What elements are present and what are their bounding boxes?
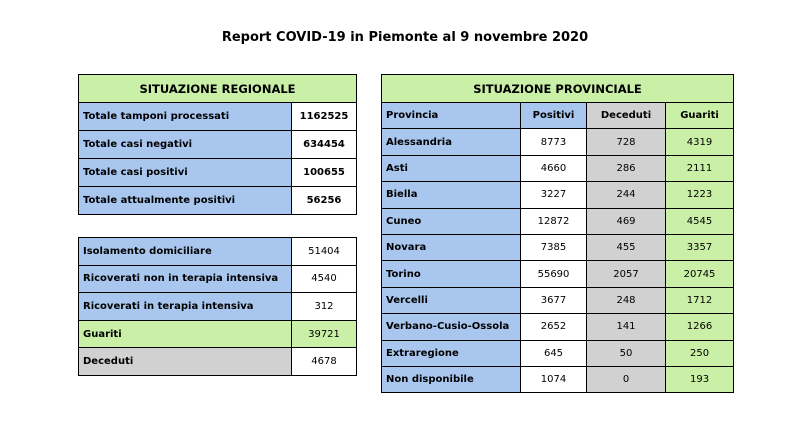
- row-label: Deceduti: [79, 348, 292, 376]
- positivi-cell: 645: [521, 340, 587, 366]
- positivi-cell: 2652: [521, 314, 587, 340]
- table-row: [79, 265, 357, 293]
- positivi-cell: 7385: [521, 234, 587, 260]
- table-header-row: [382, 75, 734, 103]
- provincia-cell: Novara: [382, 234, 521, 260]
- deceduti-cell: 469: [587, 208, 666, 234]
- deceduti-cell: 2057: [587, 261, 666, 287]
- row-value: 51404: [292, 238, 357, 266]
- row-value: 634454: [292, 131, 357, 159]
- provincia-cell: Torino: [382, 261, 521, 287]
- row-label: Totale casi positivi: [79, 159, 292, 187]
- deceduti-cell: 50: [587, 340, 666, 366]
- regional-summary-table: [78, 74, 357, 215]
- row-value: 1162525: [292, 103, 357, 131]
- table-row: [382, 155, 734, 181]
- table-row: [79, 238, 357, 266]
- table-row: [79, 320, 357, 348]
- deceduti-cell: 728: [587, 129, 666, 155]
- provincia-cell: Cuneo: [382, 208, 521, 234]
- deceduti-cell: 286: [587, 155, 666, 181]
- row-value: 56256: [292, 187, 357, 215]
- provincial-header: SITUAZIONE PROVINCIALE: [382, 75, 734, 103]
- row-label: Guariti: [79, 320, 292, 348]
- row-label: Ricoverati non in terapia intensiva: [79, 265, 292, 293]
- row-value: 39721: [292, 320, 357, 348]
- guariti-cell: 4319: [666, 129, 734, 155]
- table-row: [79, 131, 357, 159]
- provincia-cell: Asti: [382, 155, 521, 181]
- table-row: [382, 340, 734, 366]
- row-label: Totale casi negativi: [79, 131, 292, 159]
- table-row: [382, 366, 734, 392]
- row-value: 4678: [292, 348, 357, 376]
- deceduti-cell: 141: [587, 314, 666, 340]
- column-header-deceduti: Deceduti: [587, 103, 666, 129]
- guariti-cell: 1266: [666, 314, 734, 340]
- guariti-cell: 1223: [666, 182, 734, 208]
- row-value: 100655: [292, 159, 357, 187]
- table-row: [382, 208, 734, 234]
- row-label: Ricoverati in terapia intensiva: [79, 293, 292, 321]
- table-row: [79, 159, 357, 187]
- column-header-positivi: Positivi: [521, 103, 587, 129]
- guariti-cell: 2111: [666, 155, 734, 181]
- positivi-cell: 8773: [521, 129, 587, 155]
- guariti-cell: 3357: [666, 234, 734, 260]
- row-value: 312: [292, 293, 357, 321]
- positivi-cell: 1074: [521, 366, 587, 392]
- positivi-cell: 3227: [521, 182, 587, 208]
- table-row: [382, 182, 734, 208]
- provincia-cell: Biella: [382, 182, 521, 208]
- guariti-cell: 20745: [666, 261, 734, 287]
- row-label: Isolamento domiciliare: [79, 238, 292, 266]
- provincia-cell: Vercelli: [382, 287, 521, 313]
- page-title: Report COVID-19 in Piemonte al 9 novembre 2020: [221, 30, 589, 45]
- table-row: [382, 287, 734, 313]
- provincia-cell: Alessandria: [382, 129, 521, 155]
- deceduti-cell: 0: [587, 366, 666, 392]
- positivi-cell: 4660: [521, 155, 587, 181]
- provincia-cell: Extraregione: [382, 340, 521, 366]
- table-row: [382, 234, 734, 260]
- column-header-provincia: Provincia: [382, 103, 521, 129]
- row-label: Totale tamponi processati: [79, 103, 292, 131]
- table-row: [79, 348, 357, 376]
- guariti-cell: 250: [666, 340, 734, 366]
- provincia-cell: Verbano-Cusio-Ossola: [382, 314, 521, 340]
- regional-detail-table: [78, 237, 357, 376]
- deceduti-cell: 455: [587, 234, 666, 260]
- positivi-cell: 55690: [521, 261, 587, 287]
- table-row: [382, 314, 734, 340]
- positivi-cell: 12872: [521, 208, 587, 234]
- guariti-cell: 1712: [666, 287, 734, 313]
- positivi-cell: 3677: [521, 287, 587, 313]
- guariti-cell: 193: [666, 366, 734, 392]
- table-row: [382, 261, 734, 287]
- regional-header: SITUAZIONE REGIONALE: [79, 75, 357, 103]
- table-row: [382, 129, 734, 155]
- row-label: Totale attualmente positivi: [79, 187, 292, 215]
- table-row: [79, 187, 357, 215]
- table-row: [79, 103, 357, 131]
- row-value: 4540: [292, 265, 357, 293]
- deceduti-cell: 244: [587, 182, 666, 208]
- column-header-row: [382, 103, 734, 129]
- table-header-row: [79, 75, 357, 103]
- deceduti-cell: 248: [587, 287, 666, 313]
- column-header-guariti: Guariti: [666, 103, 734, 129]
- table-row: [79, 293, 357, 321]
- provincial-table: [381, 74, 734, 393]
- guariti-cell: 4545: [666, 208, 734, 234]
- provincia-cell: Non disponibile: [382, 366, 521, 392]
